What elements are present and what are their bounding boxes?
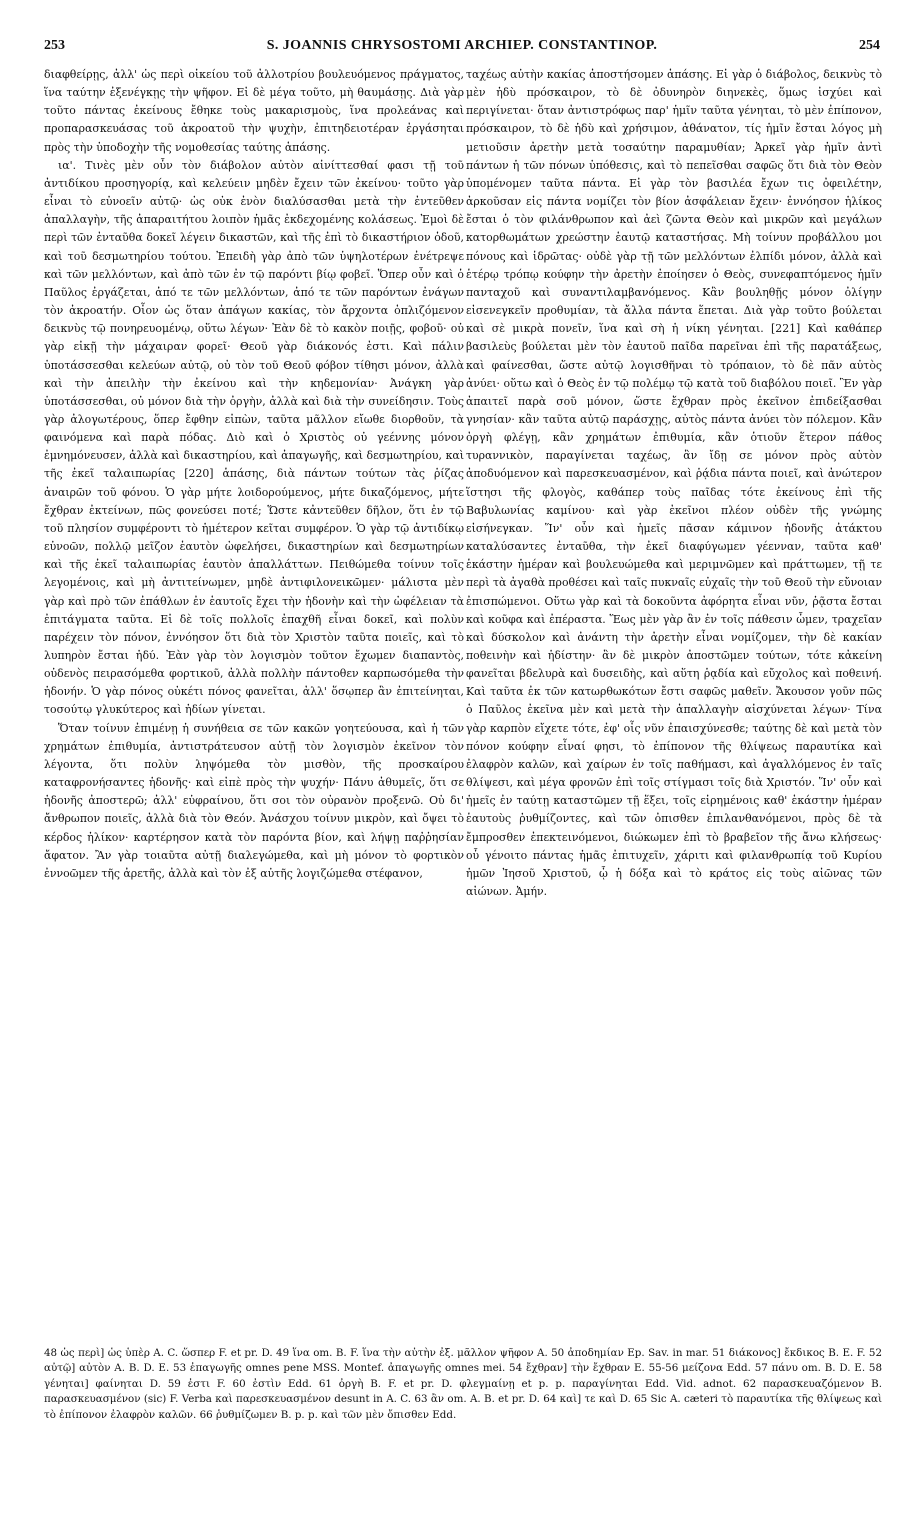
left-column <box>44 66 464 1342</box>
critical-apparatus-footnotes: 48 ὡς περὶ] ὡς ὑπὲρ A. C. ὥσπερ F. et pr. D. 49 ἵνα om. B. F. ἵνα τὴν αὐτὴν ἐξ. μᾶλλον ψῆφον A. 50 ἀποδημίαν Ep. Sav. in mar. 51 διάκονος] ἔκδικος B. E. F. 52 αὐτῷ] αὐτὸν A. B. D. E. 53 ἐπαγωγῆς omnes pene MSS. Montef. ἀπαγωγῆς omnes mei. 54 ἔχθραν] τὴν ἔχθραν E. 55-56 μείζονα Edd. 57 πάνυ om. B. D. E. 58 γένηται] φαίνηται D. 59 ἐστι F. 60 ἐστὶν Edd. 61 ὀργὴ B. F. et pr. D. φλεγμαίνῃ et p. p. παραγίνηται Edd. Vid. adnot. 62 παρασκευαζόμενον B. παρασκευασμένον (sic) F. Verba καὶ παρεσκευασμένον desunt in A. C. 63 ἂν om. A. B. et pr. D. 64 καὶ] τε καὶ D. 65 Sic A. cæteri τὸ παραυτίκα τῆς θλίψεως καὶ τὸ ἐπίπονον ἐλαφρὸν καλῶν. 66 ῥυθμίζωμεν B. p. p. καὶ τῶν μὲν ὄπισθεν Edd. <box>44 1347 882 1421</box>
right-paragraph-1: ταχέως αὐτὴν κακίας ἀποστήσομεν ἁπάσης. Εἰ γὰρ ὁ διάβολος, δεικνὺς τὸ μὲν ἡδὺ πρόσκαιρον, τὸ δὲ ὀδυνηρὸν διηνεκὲς, ὅμως ἰσχύει καὶ περιγίνεται· ὅταν ἀντιστρόφως παρ' ἡμῖν ταῦτα γένηται, τὸ μὲν ἐπίπονον, πρόσκαιρον, τὸ δὲ ἡδὺ καὶ χρήσιμον, ἀθάνατον, τίς ἡμῖν ἔσται λόγος μὴ μετιοῦσιν ἀρετὴν μετὰ τοσαύτην παραμυθίαν; Ἀρκεῖ γὰρ ἡμῖν ἀντὶ πάντων ἡ τῶν πόνων ὑπόθεσις, καὶ τὸ πεπεῖσθαι σαφῶς ὅτι διὰ τὸν Θεὸν ὑπομένομεν ταῦτα πάντα. Εἰ γὰρ τὸν βασιλέα ἔχων τις ὀφειλέτην, ἀρκοῦσαν εἰς πάντα νομίζει τὸν βίον ἀσφάλειαν ἔχειν· ἐννόησον ἡλίκος ἔσται ὁ τὸν φιλάνθρωπον καὶ ἀεὶ ζῶντα Θεὸν καὶ μικρῶν καὶ μεγάλων κατορθωμάτων χρεώστην ἑαυτῷ καταστήσας. Μὴ τοίνυν προβάλλου μοι πόνους καὶ ἱδρῶτας· οὐδὲ γὰρ τῇ τῶν μελλόντων ἐλπίδι μόνον, ἀλλὰ καὶ ἑτέρῳ τρόπῳ κούφην τὴν ἀρετὴν ἐποίησεν ὁ Θεὸς, συνεφαπτόμενος ἡμῖν πανταχοῦ καὶ συναντιλαμβανόμενος. Κἂν βουληθῇς μόνον ὀλίγην εἰσενεγκεῖν προθυμίαν, τὰ ἄλλα πάντα ἕπεται. Διὰ γὰρ τοῦτο βούλεται καὶ σὲ μικρὰ πονεῖν, ἵνα καὶ σὴ ἡ νίκη γένηται. [221] Καὶ καθάπερ βασιλεὺς βούλεται μὲν τὸν ἑαυτοῦ παῖδα παρεῖναι ἐπὶ τῆς παρατάξεως, καὶ φαίνεσθαι, ὥστε αὐτῷ λογισθῆναι τὸ τρόπαιον, τὸ δὲ πᾶν αὐτὸς ἀνύει· οὕτω καὶ ὁ Θεὸς ἐν τῷ πολέμῳ τῷ κατὰ τοῦ διαβόλου ποιεῖ. Ἓν γὰρ ἀπαιτεῖ παρὰ σοῦ μόνον, ὥστε ἔχθραν πρὸς ἐκεῖνον ἐπιδείξασθαι γνησίαν· κἂν ταῦτα αὐτῷ παράσχῃς, αὐτὸς πάντα ἀνύει τὸν πόλεμον. Κἂν ὀργὴ φλέγῃ, κἂν χρημάτων ἐπιθυμία, κἂν ὁτιοῦν ἕτερον πάθος τυραννικὸν, παραγίνεται ταχέως, ἂν ἴδῃ σε μόνον πρὸς αὐτὸν ἀποδυόμενον καὶ παρεσκευασμένον, καὶ ῥᾴδια πάντα ποιεῖ, καὶ ἀνώτερον ἵστησι τῆς φλογὸς, καθάπερ τοὺς παῖδας τότε ἐκείνους ἐπὶ τῆς Βαβυλωνίας καμίνου· καὶ γὰρ ἐκεῖνοι πλέον οὐδὲν τῆς γνώμης εἰσήνεγκαν. Ἵν' οὖν καὶ ἡμεῖς πᾶσαν κάμινον ἡδονῆς ἀτάκτου καταλύσαντες ἐνταῦθα, τὴν ἐκεῖ διαφύγωμεν γέενναν, ταῦτα καθ' ἑκάστην ἡμέραν καὶ βουλευώμεθα καὶ μεριμνῶμεν καὶ πράττωμεν, τῇ τε περὶ τὰ ἀγαθὰ προθέσει καὶ ταῖς πυκναῖς εὐχαῖς τὴν τοῦ Θεοῦ τὴν εὔνοιαν ἐπισπώμενοι. Οὕτω γὰρ καὶ τὰ δοκοῦντα ἀφόρητα εἶναι νῦν, ῥᾷστα ἔσται καὶ κοῦφα καὶ ἐπέραστα. Ἕως μὲν γὰρ ἂν ἐν τοῖς πάθεσιν ὦμεν, τραχεῖαν καὶ δύσκολον καὶ ἀνάντη τὴν ἀρετὴν εἶναι νομίζομεν, τὴν δὲ κακίαν ποθεινὴν καὶ ἡδίστην· ἂν δὲ μικρὸν ἀποστῶμεν τούτων, τότε κἀκείνη φανεῖται βδελυρὰ καὶ δυσειδὴς, καὶ αὕτη ῥᾳδία καὶ εὔχολος καὶ ποθεινή. Καὶ ταῦτα ἐκ τῶν κατωρθωκότων ἔστι σαφῶς μαθεῖν. Ἄκουσον γοῦν πῶς ὁ Παῦλος ἐκεῖνα μὲν καὶ μετὰ τὴν ἀπαλλαγὴν αἰσχύνεται λέγων· Τίνα γὰρ καρπὸν εἴχετε τότε, ἐφ' οἷς νῦν ἐπαισχύνεσθε; ταύτης δὲ καὶ μετὰ τὸν πόνον κούφην εἶναί φησι, τὸ ἐπίπονον τῆς θλίψεως παραυτίκα καὶ ἐλαφρὸν καλῶν, καὶ χαίρων ἐν τοῖς παθήμασι, καὶ ἀγαλλόμενος ἐν ταῖς θλίψεσι, καὶ μέγα φρονῶν ἐπὶ τοῖς στίγμασι τοῖς διὰ Χριστόν. Ἵν' οὖν καὶ ἡμεῖς ἐν ταύτῃ καταστῶμεν τῇ ἕξει, τοῖς εἰρημένοις καθ' ἑκάστην ἡμέραν ἑαυτοὺς ῥυθμίζοντες, καὶ τῶν ὀπισθεν ἐπιλανθανόμενοι, πρὸς δὲ τὰ ἔμπροσθεν ἐπεκτεινόμενοι, διώκωμεν ἐπὶ τὸ βραβεῖον τῆς ἄνω κλήσεως· οὗ γένοιτο πάντας ἡμᾶς ἐπιτυχεῖν, χάριτι καὶ φιλανθρωπίᾳ τοῦ Κυρίου ἡμῶν Ἰησοῦ Χριστοῦ, ᾧ ἡ δόξα καὶ τὸ κράτος εἰς τοὺς αἰῶνας τῶν αἰώνων. Ἀμήν. <box>466 68 882 899</box>
page-number-right: 254 <box>859 38 880 53</box>
page-number-left: 253 <box>44 38 65 53</box>
left-paragraph-2: ια'. Τινὲς μὲν οὖν τὸν διάβολον αὐτὸν αἰνίττεσθαί φασι τῇ τοῦ ἀντιδίκου προσηγορίᾳ, καὶ κελεύειν μηδὲν ἔχειν τῶν ἐκείνου· τοῦτο γὰρ εἶναι τὸ εὐνοεῖν αὐτῷ· ὡς οὐκ ἐνὸν διαλύσασθαι μετὰ τὴν ἐντεῦθεν ἀπαλλαγὴν, τῆς ἀπαραιτήτου λοιπὸν ἡμᾶς ἐκδεχομένης κολάσεως. Ἐμοὶ δὲ περὶ τῶν ἐνταῦθα δοκεῖ λέγειν δικαστῶν, καὶ τῆς ἐπὶ τὸ δικαστήριον ὁδοῦ, καὶ τοῦ δεσμωτηρίου τούτου. Ἐπειδὴ γὰρ ἀπὸ τῶν ὑψηλοτέρων ἐνέτρεψε καὶ τῶν μελλόντων, καὶ ἀπὸ τῶν ἐν τῷ παρόντι βίῳ φοβεῖ. Ὅπερ οὖν καὶ ὁ Παῦλος ἐργάζεται, ἀπό τε τῶν μελλόντων, ἀπό τε τῶν παρόντων ἐνάγων τὸν ἀκροατήν. Οἷον ὡς ὅταν ἀπάγων κακίας, τὸν ἄρχοντα ὁπλιζόμενον δεικνὺς τῷ πονηρευομένῳ, οὕτω λέγων· Ἐὰν δὲ τὸ κακὸν ποιῇς, φοβοῦ· οὐ γὰρ εἰκῇ τὴν μάχαιραν φορεῖ· Θεοῦ γὰρ διάκονός ἐστι. Καὶ πάλιν ὑποτάσσεσθαι κελεύων αὐτῷ, οὐ τὸν τοῦ Θεοῦ φόβον τίθησι μόνον, ἀλλὰ καὶ τὴν ἀπειλὴν τὴν ἐκείνου καὶ τὴν κηδεμονίαν· Ἀνάγκη γὰρ ὑποτάσσεσθαι, οὐ μόνον διὰ τὴν ὀργὴν, ἀλλὰ καὶ διὰ τὴν συνείδησιν. Τοὺς γὰρ ἀλογωτέρους, ὅπερ ἔφθην εἰπὼν, ταῦτα μᾶλλον εἴωθε διορθοῦν, τὰ φαινόμενα καὶ παρὰ πόδας. Διὸ καὶ ὁ Χριστὸς οὐ γεέννης μόνον ἐμνημόνευσεν, ἀλλὰ καὶ δικαστηρίου, καὶ ἀπαγωγῆς, καὶ δεσμωτηρίου, καὶ τῆς ἐκεῖ ταλαιπωρίας [220] ἁπάσης, διὰ πάντων τούτων τὰς ῥίζας ἀναιρῶν τοῦ φόνου. Ὁ γὰρ μήτε λοιδορούμενος, μήτε δικαζόμενος, μήτε ἔχθραν ἐκτείνων, πῶς φονεύσει ποτέ; Ὥστε κἀντεῦθεν δῆλον, ὅτι ἐν τῷ τοῦ πλησίον συμφέροντι τὸ ἡμέτερον κεῖται συμφέρον. Ὁ γὰρ τῷ ἀντιδίκῳ εὐνοῶν, πολλῷ μεῖζον ἑαυτὸν ὠφελήσει, δικαστηρίων καὶ δεσμωτηρίων καὶ τῆς ἐκεῖ ταλαιπωρίας ἑαυτὸν ἀπαλλάττων. Πειθώμεθα τοίνυν τοῖς λεγομένοις, καὶ μὴ ἀντιτείνωμεν, μηδὲ ἀντιφιλονεικῶμεν· μάλιστα μὲν γὰρ καὶ πρὸ τῶν ἐπάθλων ἐν ἑαυτοῖς ἔχει τὴν ἡδονὴν καὶ τὴν ὠφέλειαν τὰ ἐπιτάγματα ταῦτα. Εἰ δὲ τοῖς πολλοῖς ἐπαχθῆ εἶναι δοκεῖ, καὶ πολὺν παρέχειν τὸν πόνον, ἐννόησον ὅτι διὰ τὸν Χριστὸν ταῦτα ποιεῖς, καὶ τὸ λυπηρὸν ἔσται ἡδύ. Ἐὰν γὰρ τὸν λογισμὸν τοῦτον ἔχωμεν διαπαντὸς, οὐδενὸς πειρασόμεθα φορτικοῦ, ἀλλὰ πολλὴν πάντοθεν καρπωσόμεθα τὴν ἡδονήν. Ὁ γὰρ πόνος οὐκέτι πόνος φανεῖται, ἀλλ' ὅσῳπερ ἂν ἐπιτείνηται, τοσούτῳ γλυκύτερος καὶ ἡδίων γίνεται. <box>44 158 464 717</box>
running-header <box>44 38 880 60</box>
left-paragraph-3: Ὅταν τοίνυν ἐπιμένῃ ἡ συνήθεια σε τῶν κακῶν γοητεύουσα, καὶ ἡ τῶν χρημάτων ἐπιθυμία, ἀντιστράτευσον αὐτῇ τὸν λογισμὸν ἐκεῖνον τὸν λέγοντα, ὅτι πολὺν ληψόμεθα τὸν μισθὸν, τῆς προσκαίρου καταφρονήσαντες ἡδονῆς· καὶ εἰπὲ πρὸς τὴν ψυχήν· Πάνυ ἀθυμεῖς, ὅτι σε ἡδονῆς ἀποστερῶ; ἀλλ' εὐφραίνου, ὅτι σοι τὸν οὐρανὸν προξενῶ. Οὐ δι' ἄνθρωπον ποιεῖς, ἀλλὰ διὰ τὸν Θεόν. Ἀνάσχου τοίνυν μικρὸν, καὶ ὄψει τὸ κέρδος ἡλίκον· καρτέρησον κατὰ τὸν παρόντα βίον, καὶ λήψῃ παῤῥησίαν ἄφατον. Ἂν γὰρ τοιαῦτα αὐτῇ διαλεγώμεθα, καὶ μὴ μόνον τὸ φορτικὸν ἐννοῶμεν τῆς ἀρετῆς, ἀλλὰ καὶ τὸν ἐξ αὐτῆς λογιζώμεθα στέφανον, <box>44 721 464 880</box>
left-paragraph-1: διαφθείρῃς, ἀλλ' ὡς περὶ οἰκείου τοῦ ἀλλοτρίου βουλευόμενος πράγματος, ἵνα ταύτην ἐξενέγκῃς τὴν ψῆφον. Εἰ δὲ μέγα τοῦτο, μὴ θαυμάσῃς. Διὰ γὰρ τοῦτο πάντας ἐκείνους ἔθηκε τοὺς μακαρισμοὺς, ἵνα προλεάνας καὶ προπαρασκευάσας τοῦ ἀκροατοῦ τὴν ψυχὴν, ἐπιτηδειοτέραν ἐργάσηται πρὸς τὴν ὑποδοχὴν τῆς νομοθεσίας ταύτης ἁπάσης. <box>44 68 464 154</box>
right-column <box>466 66 882 1342</box>
running-title: S. JOANNIS CHRYSOSTOMI ARCHIEP. CONSTANTINOP. <box>266 38 658 53</box>
